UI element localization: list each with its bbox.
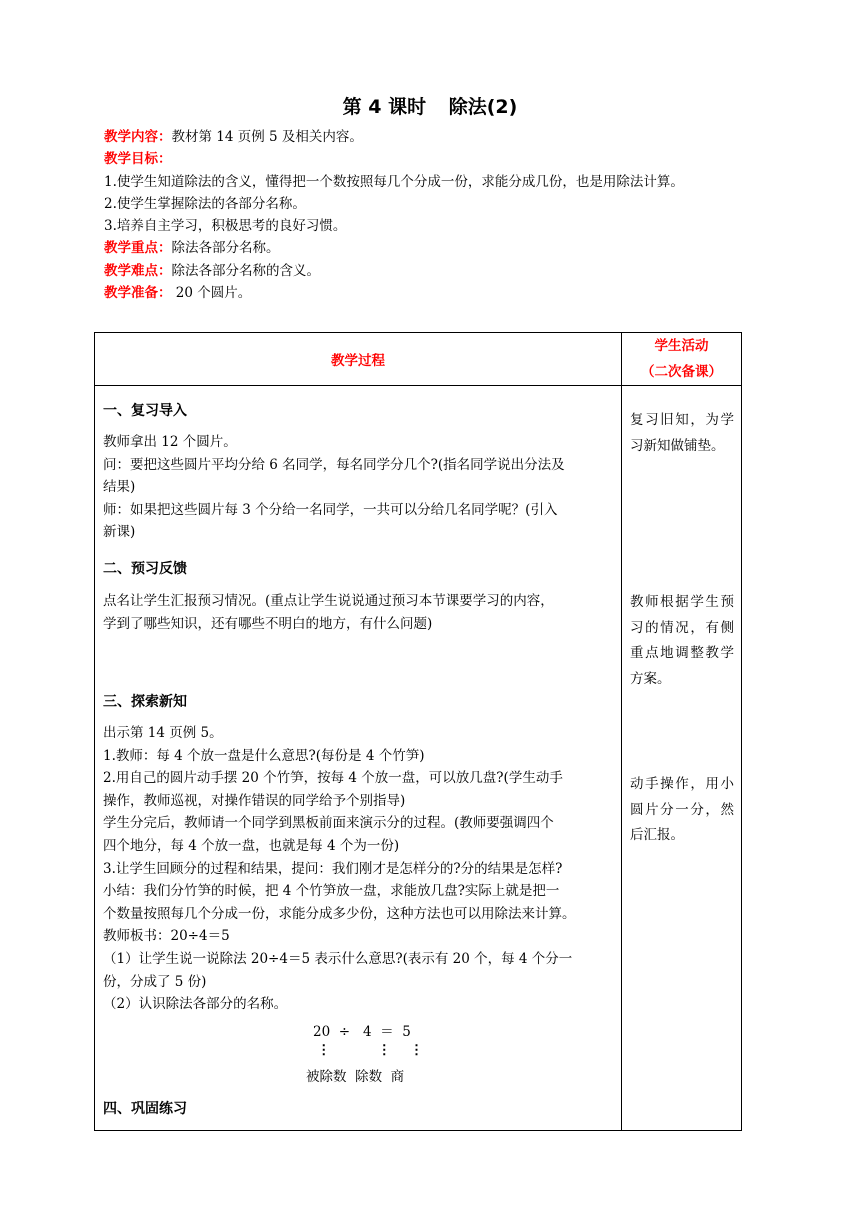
lesson-title: [0, 92, 860, 119]
prep-text: 20 个圆片。: [171, 285, 252, 302]
process-header: 教学过程: [95, 333, 622, 386]
text-line: 1.教师：每 4 个放一盘是什么意思?(每份是 4 个竹笋): [103, 747, 425, 764]
difficult-row: [104, 260, 764, 282]
section-heading-preview: 二、预习反馈: [103, 561, 187, 577]
text-line: 2.用自己的圆片动手摆 20 个竹笋，按每 4 个放一盘，可以放几盘?(学生动手: [103, 770, 563, 787]
section-heading-review: 一、复习导入: [103, 403, 187, 419]
prep-label: 教学准备：: [104, 285, 172, 302]
key-text: 除法各部分名称。: [171, 240, 280, 257]
side-note-explore: 动手操作，用小圆片分一分，然后汇报。: [630, 776, 734, 843]
process-cell: [95, 386, 622, 1131]
key-label: 教学重点：: [104, 240, 172, 257]
goals-label: 教学目标：: [104, 151, 172, 168]
difficult-text: 除法各部分名称的含义。: [171, 262, 320, 279]
lesson-table: [94, 332, 742, 1131]
side-note-preview: 教师根据学生预习的情况，有侧重点地调整教学方案。: [630, 594, 734, 687]
difficult-label: 教学难点：: [104, 262, 172, 279]
activity-header: [622, 333, 742, 386]
division-equation: 20 ÷ 4 ＝ 5: [313, 1024, 411, 1040]
text-line: 结果): [103, 479, 136, 496]
text-line: 师：如果把这些圆片每 3 个分给一名同学，一共可以分给几名同学呢？(引入: [103, 501, 558, 518]
text-line: 份，分成了 5 份): [103, 973, 207, 990]
activity-header-line1: 学生活动: [654, 338, 709, 354]
section-explore-text: [103, 722, 615, 1016]
prep-row: [104, 282, 764, 304]
text-line: 3.让学生回顾分的过程和结果，提问：我们刚才是怎样分的?分的结果是怎样?: [103, 860, 563, 877]
text-line: 学生分完后，教师请一个同学到黑板前面来演示分的过程。(教师要强调四个: [103, 815, 554, 832]
text-line: 学到了哪些知识，还有哪些不明白的地方，有什么问题): [103, 615, 433, 632]
content-label: 教学内容：: [104, 129, 172, 145]
activity-cell: [622, 386, 742, 1131]
lesson-number: 第 4 课时: [342, 96, 427, 118]
text-line: 个数量按照每几个分成一份，求能分成多少份，这种方法也可以用除法来计算。: [103, 905, 576, 922]
text-line: 新课): [103, 524, 136, 541]
text-line: 教师板书：20÷4＝5: [103, 928, 230, 945]
text-line: 点名让学生汇报预习情况。(重点让学生说说通过预习本节课要学习的内容，: [103, 593, 554, 609]
goals-row: [104, 148, 764, 170]
content-text: 教材第 14 页例 5 及相关内容。: [171, 129, 363, 145]
lesson-header: [104, 126, 764, 304]
key-row: [104, 237, 764, 259]
side-note-review: 复习旧知，为学习新知做铺垫。: [630, 412, 734, 454]
text-line: 出示第 14 页例 5。: [103, 725, 223, 741]
section-preview-text: [103, 590, 615, 635]
text-line: 问：要把这些圆片平均分给 6 名同学，每名同学分几个?(指名同学说出分法及: [103, 456, 565, 473]
content-row: [104, 126, 764, 148]
text-line: 四个地分，每 4 个放一盘，也就是每 4 个为一份): [103, 837, 400, 854]
text-line: 小结：我们分竹笋的时候，把 4 个竹笋放一盘，求能放几盘?实际上就是把一: [103, 883, 560, 900]
section-review-text: [103, 431, 615, 544]
section-heading-explore: 三、探索新知: [103, 694, 187, 710]
text-line: （2）认识除法各部分的名称。: [103, 996, 288, 1013]
division-part-names: 被除数 除数 商: [306, 1069, 405, 1085]
text-line: （1）让学生说一说除法 20÷4＝5 表示什么意思?(表示有 20 个，每 4 个分一: [103, 950, 573, 967]
activity-header-line2: （二次备课）: [641, 364, 722, 380]
goal-item: 3.培养自主学习，积极思考的良好习惯。: [104, 218, 347, 235]
goal-item: 1.使学生知道除法的含义，懂得把一个数按照每几个分成一份，求能分成几份，也是用除法计算。: [104, 173, 684, 190]
goal-item: 2.使学生掌握除法的各部分名称。: [104, 195, 306, 212]
section-heading-practice: 四、巩固练习: [103, 1101, 187, 1117]
lesson-topic: 除法(2): [448, 96, 518, 118]
text-line: 操作，教师巡视，对操作错误的同学给予个别指导): [103, 792, 406, 809]
text-line: 教师拿出 12 个圆片。: [103, 434, 237, 450]
division-dots: ⋮ ⋮ ⋮: [317, 1042, 424, 1058]
